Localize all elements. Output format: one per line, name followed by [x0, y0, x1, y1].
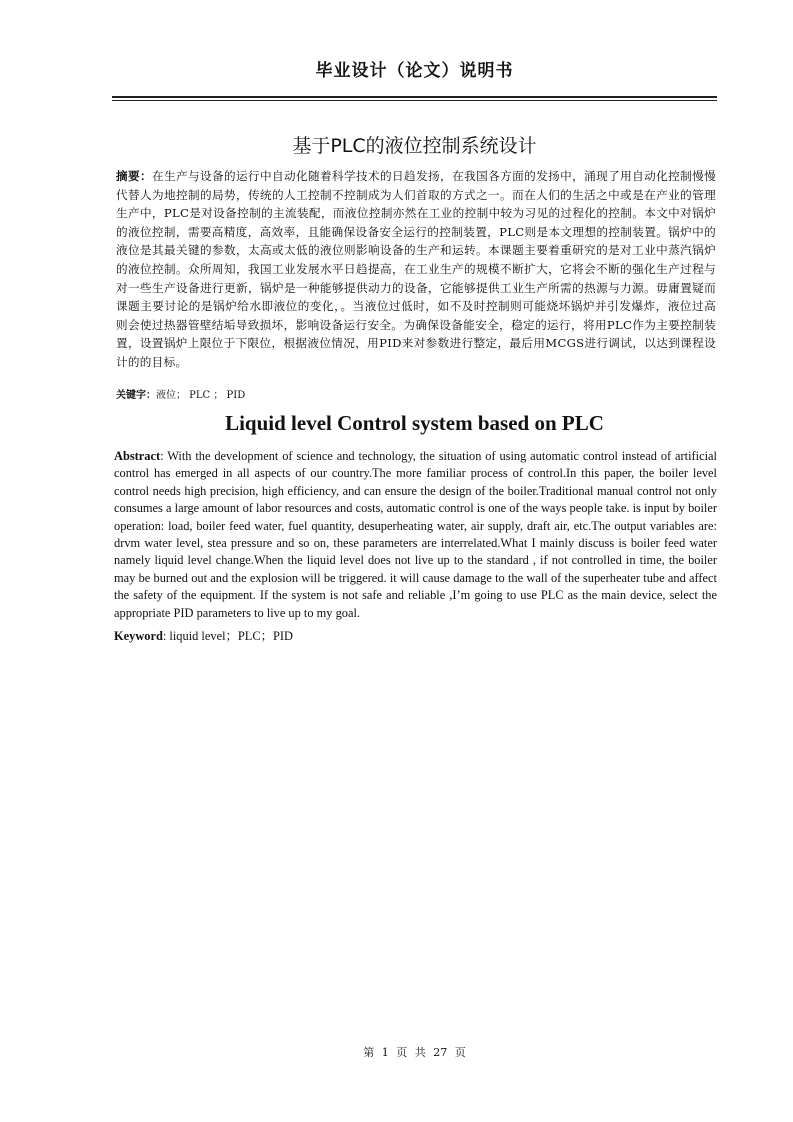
page-number: 第 1 页 共 27 页	[363, 1046, 466, 1059]
english-title: Liquid level Control system based on PLC	[225, 411, 604, 435]
chinese-title: 基于PLC的液位控制系统设计	[292, 135, 537, 157]
chinese-abstract	[116, 167, 716, 372]
header-rule-thin	[112, 100, 717, 101]
english-abstract	[114, 448, 717, 622]
english-abstract-text: : With the development of science and technology, the situation of using automatic control instead of artificial control has emerged in all aspects of our country.The more familiar process of control.In this paper, the boiler level control needs high precision, high efficiency, and can ensure the design of the boiler.Traditional manual control not only consumes a large amount of labor resources and costs, automatic control is one of the ways people take. is input by boiler operation: load, boiler feed water, fuel quantity, desuperheating water, air supply, draft air, etc.The output variables are: drvm water level, stea pressure and so on, these parameters are interrelated.What I mainly discuss is boiler feed water namely liquid level change.When the liquid level does not live up to the standard , if not controlled in time, the boiler may be burned out and the explosion will be triggered. it will cause damage to the wall of the superheater tube and affect the safety of the equipment. If the system is not safe and reliable ,I’m going to use PLC as the main device, select the appropriate PID parameters to live up to my goal.	[114, 449, 717, 620]
english-keywords-label: Keyword	[114, 629, 163, 643]
header-rule-thick	[112, 96, 717, 98]
chinese-abstract-text: 在生产与设备的运行中自动化随着科学技术的日趋发扬，在我国各方面的发扬中，涌现了用自动化控制慢慢代替人为地控制的局势，传统的人工控制不控制成为人们首取的方式之一。而在人们的生活之中或是在产业的管理生产中，PLC是对设备控制的主流装配，而液位控制亦然在工业的控制中较为习见的过程化的控制。本文中对锅炉的液位控制，需要高精度，高效率，且能确保设备安全运行的控制装置，PLC则是本文理想的控制装置。锅炉中的液位是其最关键的参数，太高或太低的液位则影响设备的生产和运转。本课题主要着重研究的是对工业中蒸汽锅炉的液位控制。众所周知，我国工业发展水平日趋提高，在工业生产的规模不断扩大，它将会不断的强化生产过程与对一些生产设备进行更新，锅炉是一种能够提供动力的设备，它能够提供工业生产所需的热源与力源。毋庸置疑而课题主要讨论的是锅炉给水即液位的变化，。当液位过低时，如不及时控制则可能烧坏锅炉并引发爆炸，液位过高则会使过热器管壁结垢导致损坏，影响设备运行安全。为确保设备能安全，稳定的运行，将用PLC作为主要控制装置，设置锅炉上限位于下限位，根据液位情况，用PID来对参数进行整定，最后用MCGS进行调试，以达到课程设计的的目标。	[116, 169, 716, 369]
chinese-keywords	[116, 389, 716, 403]
chinese-keywords-label: 关键字：	[116, 390, 156, 401]
chinese-abstract-label: 摘要：	[116, 169, 153, 183]
chinese-keywords-text: 液位； PLC ； PID	[156, 390, 246, 401]
english-keywords	[114, 628, 717, 645]
document-header-title: 毕业设计（论文）说明书	[315, 61, 514, 81]
english-abstract-label: Abstract	[114, 449, 161, 463]
english-keywords-text: : liquid level；PLC；PID	[162, 629, 293, 643]
